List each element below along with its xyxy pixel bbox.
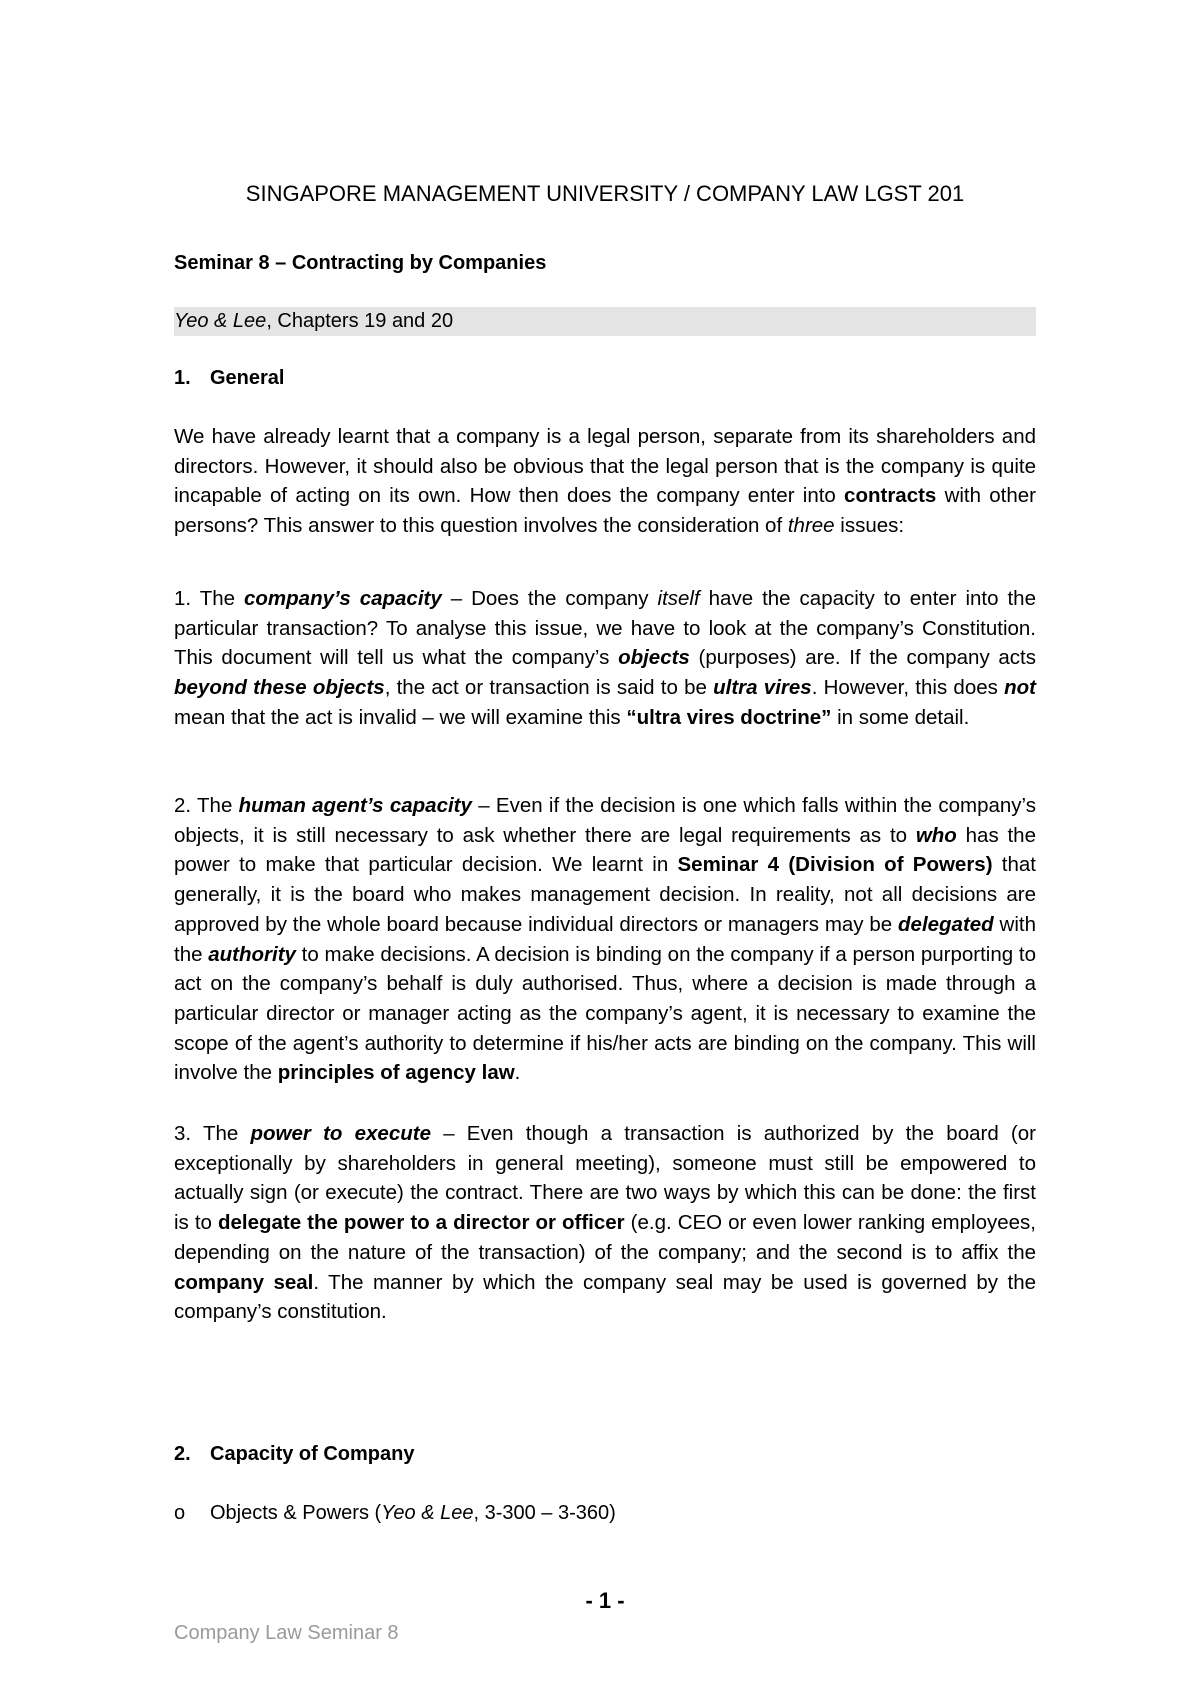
point1-text: in some detail. [831, 705, 970, 729]
bullet-ref: , 3-300 – 3-360) [473, 1502, 616, 1524]
point1-text: – Does the company [441, 587, 658, 610]
intro-contracts: contracts [844, 484, 937, 508]
point1-text: . However, this does [811, 676, 1005, 700]
bullet-book: Yeo & Lee [381, 1502, 474, 1524]
point1-text: 1. The [174, 587, 244, 610]
point1-text: (purposes) are. If the company acts [689, 646, 1036, 670]
point2-text: has the power to make that particular decision. We learnt in [174, 823, 1036, 877]
point1-text: mean that the act is invalid – we will examine this [174, 705, 627, 729]
bullet-marker: o [174, 1502, 186, 1524]
point1-doctrine: “ultra vires doctrine” [626, 705, 832, 729]
reading-book: Yeo & Lee [174, 310, 267, 332]
point1-ultra-vires: ultra vires [713, 676, 812, 700]
intro-paragraph [174, 422, 1036, 541]
point1-text: have the capacity to enter into the particular transaction? To analyse this issue, we have to look at the company’s Constitution. This document will tell us what the company’s [174, 587, 1036, 670]
point3-text: . The manner by which the company seal may be used is governed by the company’s constitution. [174, 1270, 1036, 1324]
point2-text: – Even if the decision is one which falls within the company’s objects, it is still necessary to ask whether there are legal requirements as to [174, 794, 1036, 847]
point2-term: human agent’s capacity [238, 794, 472, 817]
bullet-objects-powers [174, 1500, 616, 1526]
intro-three: three [787, 514, 835, 538]
point2-who: who [915, 823, 957, 847]
point2-text: with the [174, 912, 1036, 966]
point1-term: company’s capacity [244, 587, 442, 610]
page-number: - 1 - [585, 1588, 625, 1613]
point-human-agent-capacity [174, 791, 1036, 1088]
point2-text: that generally, it is the board who makes management decision. In reality, not all decisions are approved by the whole board because individual directors or managers may be [174, 853, 1036, 936]
point3-text: – Even though a transaction is authorized by the board (or exceptionally by shareholders in general meeting), someone must still be empowered to actually sign (or execute) the contract. There are two ways by which this can be done: the first is to [174, 1122, 1036, 1235]
point3-text: 3. The [174, 1122, 251, 1145]
bullet-text: Objects & Powers ( [210, 1502, 382, 1524]
reading-chapters: , Chapters 19 and 20 [266, 310, 454, 332]
point2-authority: authority [208, 942, 296, 966]
point3-delegate: delegate the power to a director or officer [217, 1211, 625, 1235]
point1-beyond: beyond these objects [174, 676, 385, 700]
point2-seminar4: Seminar 4 (Division of Powers) [677, 853, 993, 877]
section-title: General [210, 367, 285, 389]
point2-agency-law: principles of agency law [277, 1061, 515, 1085]
page-footer: Company Law Seminar 8 [174, 1622, 399, 1644]
point3-term: power to execute [250, 1122, 431, 1145]
point1-not: not [1004, 676, 1036, 700]
point2-delegated: delegated [898, 912, 994, 936]
section-title: Capacity of Company [210, 1443, 415, 1465]
section-heading-capacity [174, 1441, 414, 1467]
seminar-subtitle: Seminar 8 – Contracting by Companies [174, 252, 547, 274]
point2-text: . [514, 1061, 521, 1085]
point1-itself: itself [657, 587, 700, 610]
point-company-capacity [174, 584, 1036, 733]
point1-text: , the act or transaction is said to be [384, 676, 714, 700]
point2-text: to make decisions. A decision is binding on the company if a person purporting to act on the company’s behalf is duly authorised. Thus, where a decision is made through a particular director or manager acting as the company’s agent, it is necessary to examine the scope of the agent’s authority to determine if his/her acts are binding on the company. This will involve the [174, 942, 1036, 1085]
point-power-to-execute [174, 1119, 1036, 1327]
point2-text: 2. The [174, 794, 239, 817]
point3-company-seal: company seal [174, 1270, 314, 1294]
reading-reference [174, 307, 1036, 336]
intro-text-2: with other persons? This answer to this question involves the consideration of [174, 484, 1036, 538]
section-number: 1. [174, 367, 191, 389]
document-title: SINGAPORE MANAGEMENT UNIVERSITY / COMPANY LAW LGST 201 [245, 181, 965, 206]
point1-objects: objects [618, 646, 690, 670]
section-heading-general [174, 365, 284, 391]
point3-text: (e.g. CEO or even lower ranking employees, depending on the nature of the transaction) of the company; and the second is to affix the [174, 1211, 1036, 1264]
intro-text-1: We have already learnt that a company is a legal person, separate from its shareholders and directors. However, it should also be obvious that the legal person that is the company is quite incapable of acting on its own. How then does the company enter into [174, 425, 1036, 508]
intro-text-3: issues: [834, 514, 905, 538]
section-number: 2. [174, 1443, 191, 1465]
